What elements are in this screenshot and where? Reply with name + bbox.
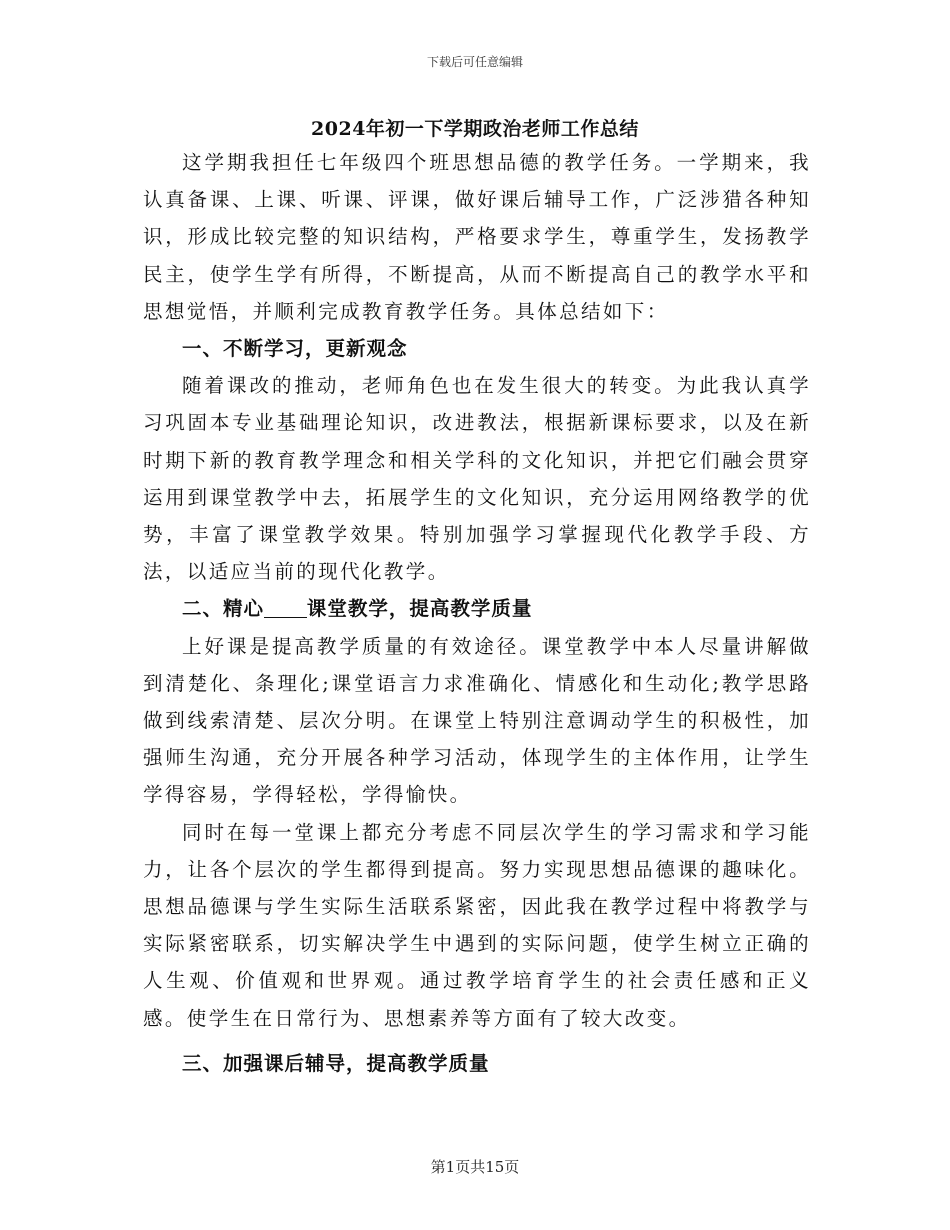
section-2-paragraph-2: 同时在每一堂课上都充分考虑不同层次学生的学习需求和学习能力，让各个层次的学生都得到提高。努力实现思想品德课的趣味化。思想品德课与学生实际生活联系紧密，因此我在教学过程中将教学与实际紧密联系，切实解决学生中遇到的实际问题，使学生树立正确的人生观、价值观和世界观。通过教学培育学生的社会责任感和正义感。使学生在日常行为、思想素养等方面有了较大改变。 (143, 820, 811, 1030)
intro-paragraph: 这学期我担任七年级四个班思想品德的教学任务。一学期来，我认真备课、上课、听课、评课，做好课后辅导工作，广泛涉猎各种知识，形成比较完整的知识结构，严格要求学生，尊重学生，发扬教学民主，使学生学有所得，不断提高，从而不断提高自己的教学水平和思想觉悟，并顺利完成教育教学任务。具体总结如下： (143, 151, 811, 323)
document-title: 2024年初一下学期政治老师工作总结 (311, 118, 639, 140)
section-2-heading-end: 课堂教学，提高教学质量 (306, 597, 533, 621)
fill-in-blank (264, 598, 307, 619)
document-body (143, 144, 811, 1082)
section-1-heading: 一、不断学习，更新观念 (182, 337, 408, 361)
page-number: 第1页共15页 (430, 1158, 520, 1176)
section-1-paragraph: 随着课改的推动，老师角色也在发生很大的转变。为此我认真学习巩固本专业基础理论知识，改进教法，根据新课标要求，以及在新时期下新的教育教学理念和相关学科的文化知识，并把它们融会贯穿运用到课堂教学中去，拓展学生的文化知识，充分运用网络教学的优势，丰富了课堂教学效果。特别加强学习掌握现代化教学手段、方法，以适应当前的现代化教学。 (143, 374, 811, 584)
section-2-paragraph-1: 上好课是提高教学质量的有效途径。课堂教学中本人尽量讲解做到清楚化、条理化;课堂语言力求准确化、情感化和生动化;教学思路做到线索清楚、层次分明。在课堂上特别注意调动学生的积极性，加强师生沟通，充分开展各种学习活动，体现学生的主体作用，让学生学得容易，学得轻松，学得愉快。 (143, 634, 811, 807)
section-2-heading-start: 二、精心 (182, 597, 265, 621)
section-2-heading (143, 590, 811, 627)
section-3-heading: 三、加强课后辅导，提高教学质量 (182, 1051, 490, 1075)
page-header-note: 下载后可任意编辑 (426, 55, 523, 69)
